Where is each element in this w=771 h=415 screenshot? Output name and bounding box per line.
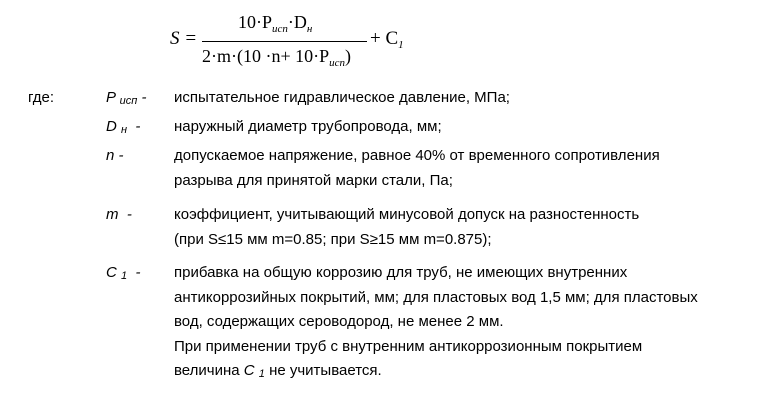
fraction-bar	[202, 41, 367, 42]
symbol-p-isp: P $_{исп}$ -	[106, 89, 147, 107]
definition-line: вод, содержащих сероводород, не менее 2 мм.	[174, 313, 504, 330]
definition-n	[174, 144, 764, 193]
formula-denominator: $2\cdot m\cdot(10 \cdot n+ 10\cdot P_{исп})$	[202, 46, 352, 69]
definition-line: разрыва для принятой марки стали, Па;	[174, 171, 453, 189]
where-label: где:	[28, 89, 55, 106]
formula-rhs: + $C_1$	[370, 28, 404, 51]
definition-line: допускаемое напряжение, равное 40% от временного сопротивления	[174, 147, 660, 164]
definition-line: испытательное гидравлическое давление, МПа;	[174, 89, 510, 106]
definition-line: При применении труб с внутренним антикоррозионным покрытием	[174, 337, 643, 355]
formula-lhs: S =	[170, 28, 198, 49]
definition-p-isp	[174, 86, 764, 111]
definition-line: наружный диаметр трубопровода, мм;	[174, 118, 442, 135]
definition-line: (при S≤15 мм m=0.85; при S≥15 мм m=0.875);	[174, 230, 492, 248]
definition-line: антикоррозийных покрытий, мм; для пластовых вод 1,5 мм; для пластовых	[174, 288, 698, 306]
definition-d-n	[174, 115, 764, 140]
symbol-m: m -	[106, 206, 132, 223]
symbol-n: n -	[106, 147, 124, 164]
definition-m	[174, 203, 764, 252]
definition-c1	[174, 261, 764, 384]
symbol-d-n: D $_н$ -	[106, 118, 141, 136]
definition-line-last: величина C $_1$ не учитывается.	[174, 362, 382, 380]
definition-line: коэффициент, учитывающий минусовой допуск на разностенность	[174, 206, 640, 223]
formula-numerator: $10\cdot P_{исп}\cdot D_н$	[238, 12, 313, 35]
formula	[170, 8, 410, 72]
symbol-c1: C $_1$ -	[106, 264, 141, 282]
definition-line: прибавка на общую коррозию для труб, не имеющих внутренних	[174, 264, 628, 281]
